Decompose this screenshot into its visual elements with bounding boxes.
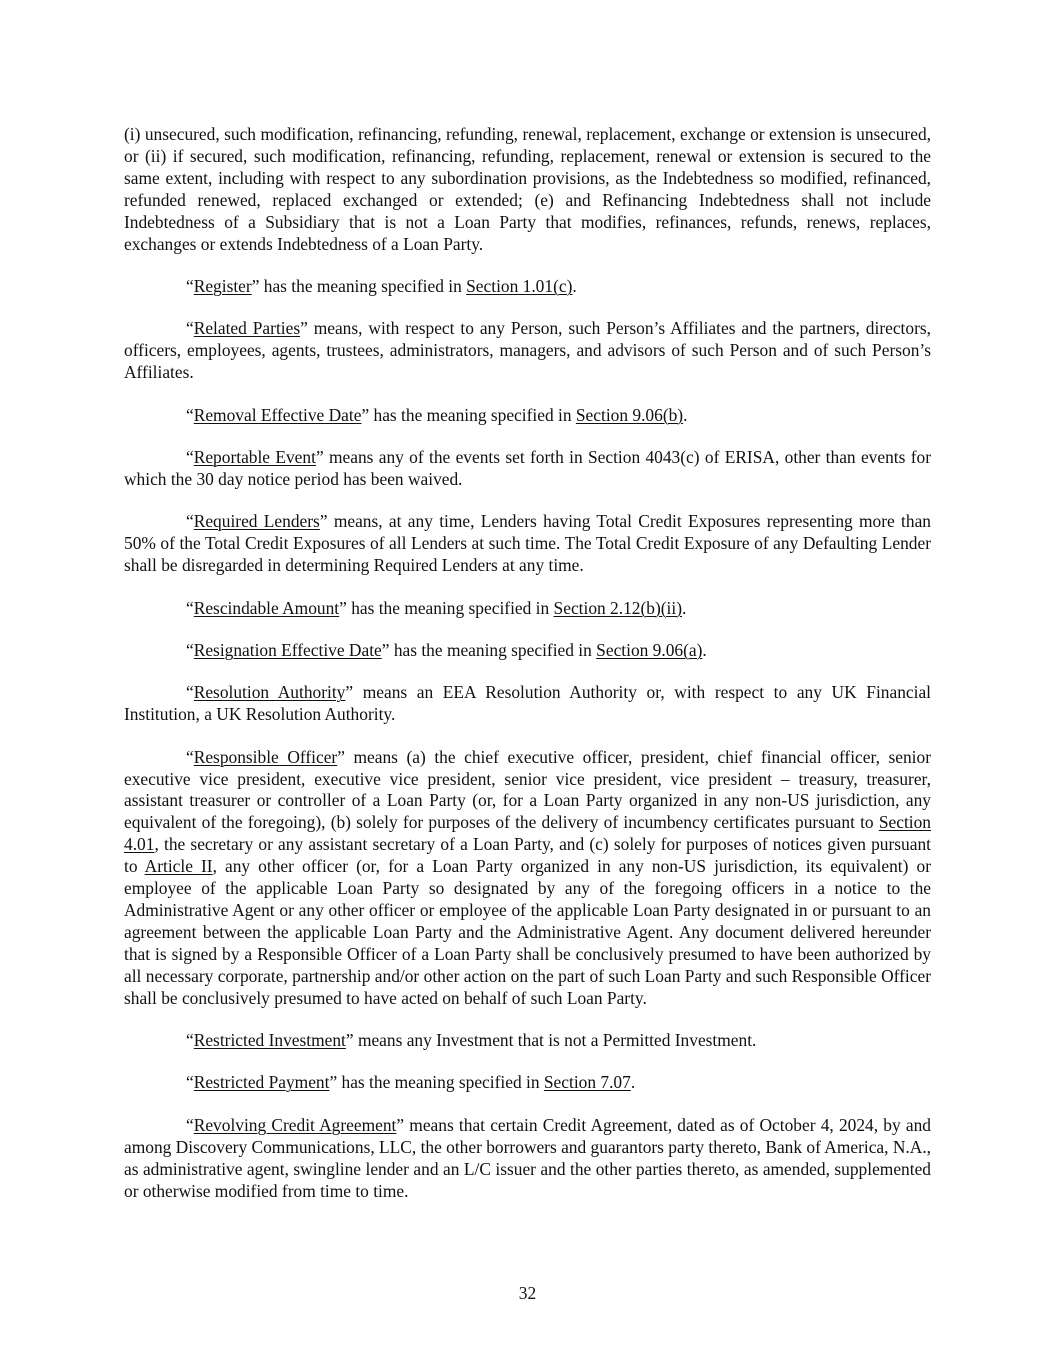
- defined-term: Rescindable Amount: [193, 597, 340, 618]
- paragraph-text: .: [572, 275, 577, 296]
- paragraph-text: , the secretary or any assistant secretary of a Loan Party, and (c) solely for purposes of notices given pursuant to: [124, 834, 931, 877]
- defined-term: Resignation Effective Date: [193, 639, 382, 660]
- cross-reference: Section 9.06(b): [575, 404, 684, 425]
- paragraph-text: ” means (a) the chief executive officer, president, chief financial officer, senior executive vice president, executive vice president, senior vice president, vice president – treasury, treasurer, assistant treasurer or controller of a Loan Party (or, for a Loan Party organized in any non-US jurisdiction, any equivalent of the foregoing), (b) solely for purposes of the delivery of incumbency certificates pursuant to: [124, 746, 931, 833]
- paragraph-text: ” means any Investment that is not a Permitted Investment.: [345, 1030, 757, 1050]
- paragraph-text: “: [186, 597, 194, 618]
- definition-paragraph: [124, 318, 931, 384]
- defined-term: Required Lenders: [193, 511, 320, 532]
- defined-term: Related Parties: [193, 318, 301, 339]
- definition-paragraph: [124, 276, 931, 298]
- paragraph-text: ” has the meaning specified in: [361, 404, 576, 425]
- paragraph-text: “: [186, 1072, 194, 1093]
- definition-paragraph: [124, 405, 931, 427]
- paragraph-text: .: [702, 639, 707, 660]
- defined-term: Resolution Authority: [193, 682, 346, 703]
- definition-paragraph: [124, 747, 931, 1010]
- paragraph-text: ” has the meaning specified in: [339, 597, 554, 618]
- cross-reference: Section 1.01(c): [466, 275, 573, 296]
- definition-paragraph: [124, 640, 931, 662]
- defined-term: Responsible Officer: [193, 746, 338, 767]
- cross-reference: Section 7.07: [543, 1072, 631, 1093]
- paragraph-text: .: [630, 1072, 636, 1093]
- cross-reference: Section 9.06(a): [596, 639, 703, 660]
- paragraph-text: .: [682, 597, 687, 618]
- paragraph-text: “: [186, 446, 194, 467]
- paragraph-text: “: [186, 318, 194, 339]
- page-number: 32: [518, 1283, 537, 1303]
- paragraph-text: “: [186, 746, 194, 767]
- paragraph-text: .: [683, 404, 688, 425]
- paragraph-text: “: [186, 275, 194, 296]
- paragraph-text: “: [186, 404, 194, 425]
- paragraph-text: ” has the meaning specified in: [329, 1072, 544, 1093]
- defined-term: Removal Effective Date: [193, 404, 362, 425]
- definition-paragraph: [124, 447, 931, 491]
- paragraph-text: “: [186, 682, 194, 703]
- paragraph-text: ” has the meaning specified in: [251, 275, 467, 296]
- document-page-body: [124, 124, 931, 1223]
- paragraph-text: ” means, with respect to any Person, such Person’s Affiliates and the partners, directors, officers, employees, agents, trustees, administrators, managers, and advisors of such Person and of such Person’s Affiliates.: [124, 318, 931, 383]
- defined-term: Restricted Payment: [193, 1072, 330, 1093]
- paragraph-text: ” means, at any time, Lenders having Total Credit Exposures representing more than 50% of the Total Credit Exposures of all Lenders at such time. The Total Credit Exposure of any Defaulting Lender shall be disregarded in determining Required Lenders at any time.: [124, 511, 932, 576]
- cross-reference: Article II: [144, 856, 213, 877]
- definition-paragraph: [124, 511, 931, 577]
- cross-reference: Section 4.01: [124, 812, 931, 855]
- definition-paragraph: [124, 682, 931, 726]
- paragraph-text: , any other officer (or, for a Loan Party organized in any non-US jurisdiction, its equivalent) or employee of the applicable Loan Party so designated by any of the foregoing officers in a notice to the Administrative Agent or any other officer or employee of the applicable Loan Party designated in or pursuant to an agreement between the applicable Loan Party and the Administrative Agent. Any document delivered hereunder that is signed by a Responsible Officer of a Loan Party shall be conclusively presumed to have been authorized by all necessary corporate, partnership and/or other action on the part of such Loan Party and such Responsible Officer shall be conclusively presumed to have acted on behalf of such Loan Party.: [124, 856, 931, 1008]
- definition-paragraph: [124, 1115, 931, 1203]
- cross-reference: Section 2.12(b)(ii): [553, 597, 683, 618]
- definition-paragraph: [124, 1072, 931, 1094]
- paragraph-text: “: [186, 1030, 194, 1050]
- paragraph-text: (i) unsecured, such modification, refinancing, refunding, renewal, replacement, exchange or extension is unsecured, or (ii) if secured, such modification, refinancing, refunding, replacement, renewal or extension is secured to the same extent, including with respect to any subordination provisions, as the Indebtedness so modified, refinanced, refunded renewed, replaced exchanged or extended; (e) and Refinancing Indebtedness shall not include Indebtedness of a Subsidiary that is not a Loan Party that modifies, refinances, refunds, renews, replaces, exchanges or extends Indebtedness of a Loan Party.: [124, 124, 931, 254]
- continued-paragraph: [124, 124, 931, 255]
- defined-term: Restricted Investment: [193, 1030, 346, 1050]
- paragraph-text: ” means any of the events set forth in Section 4043(c) of ERISA, other than events for which the 30 day notice period has been waived.: [124, 446, 931, 489]
- paragraph-text: “: [186, 639, 194, 660]
- defined-term: Register: [193, 275, 252, 296]
- definition-paragraph: [124, 1030, 931, 1052]
- paragraph-text: “: [186, 511, 194, 532]
- paragraph-text: ” means an EEA Resolution Authority or, with respect to any UK Financial Institution, a UK Resolution Authority.: [124, 682, 931, 725]
- defined-term: Revolving Credit Agreement: [193, 1114, 397, 1135]
- paragraph-text: “: [186, 1114, 194, 1135]
- paragraph-text: ” means that certain Credit Agreement, dated as of October 4, 2024, by and among Discovery Communications, LLC, the other borrowers and guarantors party thereto, Bank of America, N.A., as administrative agent, swingline lender and an L/C issuer and the other parties thereto, as amended, supplemented or otherwise modified from time to time.: [124, 1114, 932, 1201]
- defined-term: Reportable Event: [193, 446, 316, 467]
- definition-paragraph: [124, 598, 931, 620]
- paragraph-text: ” has the meaning specified in: [381, 639, 597, 660]
